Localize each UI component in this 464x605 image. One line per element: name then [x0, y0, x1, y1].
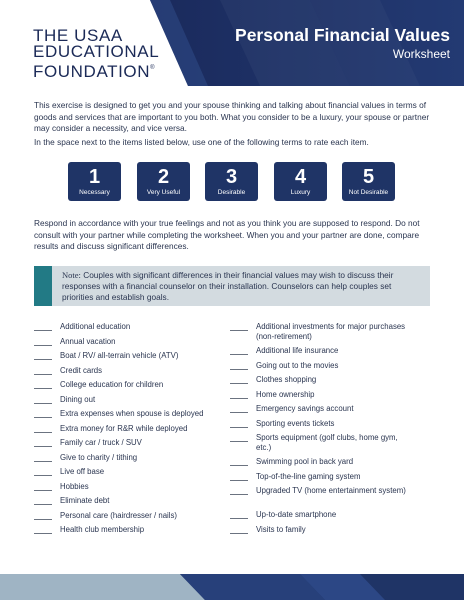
logo-line-2: EDUCATIONAL	[33, 42, 160, 61]
page-header	[0, 0, 464, 86]
note-text	[62, 270, 424, 304]
worksheet-item	[34, 424, 220, 439]
item-label: Live off base	[60, 467, 105, 476]
rating-box-3	[205, 162, 258, 201]
rating-label: Necessary	[79, 189, 110, 196]
item-label: Clothes shopping	[256, 375, 317, 384]
footer-bands	[0, 574, 464, 600]
logo-line-1: THE USAA	[33, 26, 123, 45]
rating-blank[interactable]	[34, 359, 52, 360]
rating-scale	[0, 162, 464, 202]
worksheet-item	[34, 496, 220, 511]
page-subtitle: Worksheet	[392, 47, 450, 61]
item-label: Top-of-the-line gaming system	[256, 471, 361, 481]
rating-blank[interactable]	[230, 354, 248, 355]
rating-label: Not Desirable	[348, 189, 389, 196]
rating-number: 5	[362, 166, 375, 188]
rating-label: Luxury	[290, 189, 311, 196]
item-label: Dining out	[60, 394, 96, 404]
rating-blank[interactable]	[230, 412, 248, 413]
note-callout	[34, 266, 430, 306]
item-label: Extra money for R&R while deployed	[60, 423, 188, 433]
footer-decoration	[0, 574, 464, 600]
note-body: Couples with significant differences in their financial values may wish to discuss their responses with a financial counselor on their installation. Counselors can help couples set priorities and establish goals.	[62, 270, 394, 303]
rating-number: 3	[225, 166, 238, 188]
item-label: Health club membership	[60, 525, 145, 534]
worksheet-item	[230, 361, 406, 376]
item-label: Credit cards	[60, 365, 103, 375]
rating-blank[interactable]	[34, 403, 52, 404]
worksheet-item	[34, 511, 220, 526]
rating-blank[interactable]	[230, 494, 248, 495]
item-label: Extra expenses when spouse is deployed	[60, 409, 204, 418]
item-label: Swimming pool in back yard	[256, 457, 354, 466]
rating-blank[interactable]	[230, 330, 248, 331]
worksheet-item	[34, 482, 220, 497]
item-label: Eliminate debt	[60, 496, 110, 505]
rating-blank[interactable]	[34, 519, 52, 520]
worksheet-item	[34, 380, 220, 395]
item-label: Visits to family	[256, 524, 306, 534]
item-label: Sporting events tickets	[256, 418, 335, 428]
worksheet-item	[34, 409, 220, 424]
item-label: Going out to the movies	[256, 360, 339, 370]
worksheet-item	[230, 419, 406, 434]
rating-label: Very Useful	[146, 189, 181, 196]
item-label: Hobbies	[60, 481, 89, 491]
item-label: College education for children	[60, 380, 164, 389]
logo-line-3: FOUNDATION®	[33, 62, 156, 81]
rating-blank[interactable]	[230, 369, 248, 370]
rating-blank[interactable]	[230, 518, 248, 519]
rating-blank[interactable]	[34, 504, 52, 505]
rating-blank[interactable]	[34, 330, 52, 331]
rating-blank[interactable]	[230, 383, 248, 384]
items-right-column	[230, 322, 406, 539]
rating-blank[interactable]	[34, 345, 52, 346]
worksheet-item	[34, 322, 220, 337]
worksheet-item	[230, 510, 406, 525]
usaa-foundation-logo	[33, 28, 159, 80]
rating-number: 1	[88, 166, 101, 188]
rating-blank[interactable]	[34, 432, 52, 433]
rating-blank[interactable]	[230, 427, 248, 428]
worksheet-item	[34, 366, 220, 381]
page-title: Personal Financial Values	[235, 25, 450, 45]
response-instructions: Respond in accordance with your true feelings and not as you think you are supposed to respond. Do not consult with your partner while completing the worksheet. When you and your partner are done, compare results and discuss significant differences.	[34, 218, 420, 251]
rating-number: 2	[157, 166, 170, 188]
worksheet-item	[230, 457, 406, 472]
rating-box-4	[274, 162, 327, 201]
item-label: Home ownership	[256, 389, 315, 399]
item-label: Annual vacation	[60, 336, 116, 346]
rating-box-5	[342, 162, 395, 201]
worksheet-item	[230, 390, 406, 405]
rating-blank[interactable]	[34, 446, 52, 447]
worksheet-item	[34, 351, 220, 366]
rating-blank[interactable]	[34, 461, 52, 462]
worksheet-item	[34, 525, 220, 540]
worksheet-item	[230, 375, 406, 390]
item-label: Boat / RV/ all-terrain vehicle (ATV)	[60, 351, 179, 360]
rating-box-1	[68, 162, 121, 201]
note-accent-bar	[34, 266, 52, 306]
item-label: Emergency savings account	[256, 404, 354, 413]
worksheet-item	[34, 467, 220, 482]
item-label: Up-to-date smartphone	[256, 510, 337, 519]
title-banner	[150, 0, 464, 86]
item-label: Personal care (hairdresser / nails)	[60, 510, 177, 520]
worksheet-item	[230, 433, 406, 457]
rating-instruction: In the space next to the items listed below, use one of the following terms to rate each item.	[34, 137, 369, 147]
worksheet-item	[230, 486, 406, 510]
rating-blank[interactable]	[34, 388, 52, 389]
worksheet-item	[34, 453, 220, 468]
worksheet-item	[230, 322, 406, 346]
worksheet-item	[230, 525, 406, 540]
worksheet-item	[34, 395, 220, 410]
rating-blank[interactable]	[34, 475, 52, 476]
worksheet-item	[34, 337, 220, 352]
rating-blank[interactable]	[34, 417, 52, 418]
items-left-column	[34, 322, 220, 540]
rating-blank[interactable]	[34, 490, 52, 491]
item-label: Additional education	[60, 322, 131, 331]
rating-label: Desirable	[217, 189, 246, 196]
item-label: Give to charity / tithing	[60, 452, 138, 462]
note-label: Note:	[62, 270, 81, 280]
item-label: Additional life insurance	[256, 346, 339, 355]
rating-blank[interactable]	[230, 533, 248, 534]
intro-paragraph: This exercise is designed to get you and your spouse thinking and talking about financial values in terms of goods and services that are important to you both. What you consider to be a luxury, your spouse or partner may consider a necessity, and vice versa.	[34, 100, 430, 133]
rating-blank[interactable]	[230, 441, 248, 442]
item-label: Upgraded TV (home entertainment system)	[256, 486, 406, 495]
rating-box-2	[137, 162, 190, 201]
item-label: Family car / truck / SUV	[60, 438, 142, 447]
rating-blank[interactable]	[230, 398, 248, 399]
worksheet-item	[230, 404, 406, 419]
item-label: Additional investments for major purchases (non-retirement)	[256, 322, 406, 341]
rating-blank[interactable]	[34, 374, 52, 375]
rating-blank[interactable]	[34, 533, 52, 534]
worksheet-item	[34, 438, 220, 453]
item-label: Sports equipment (golf clubs, home gym, etc.)	[256, 433, 398, 452]
rating-number: 4	[294, 166, 307, 188]
rating-blank[interactable]	[230, 465, 248, 466]
worksheet-item	[230, 346, 406, 361]
rating-blank[interactable]	[230, 480, 248, 481]
worksheet-item	[230, 472, 406, 487]
